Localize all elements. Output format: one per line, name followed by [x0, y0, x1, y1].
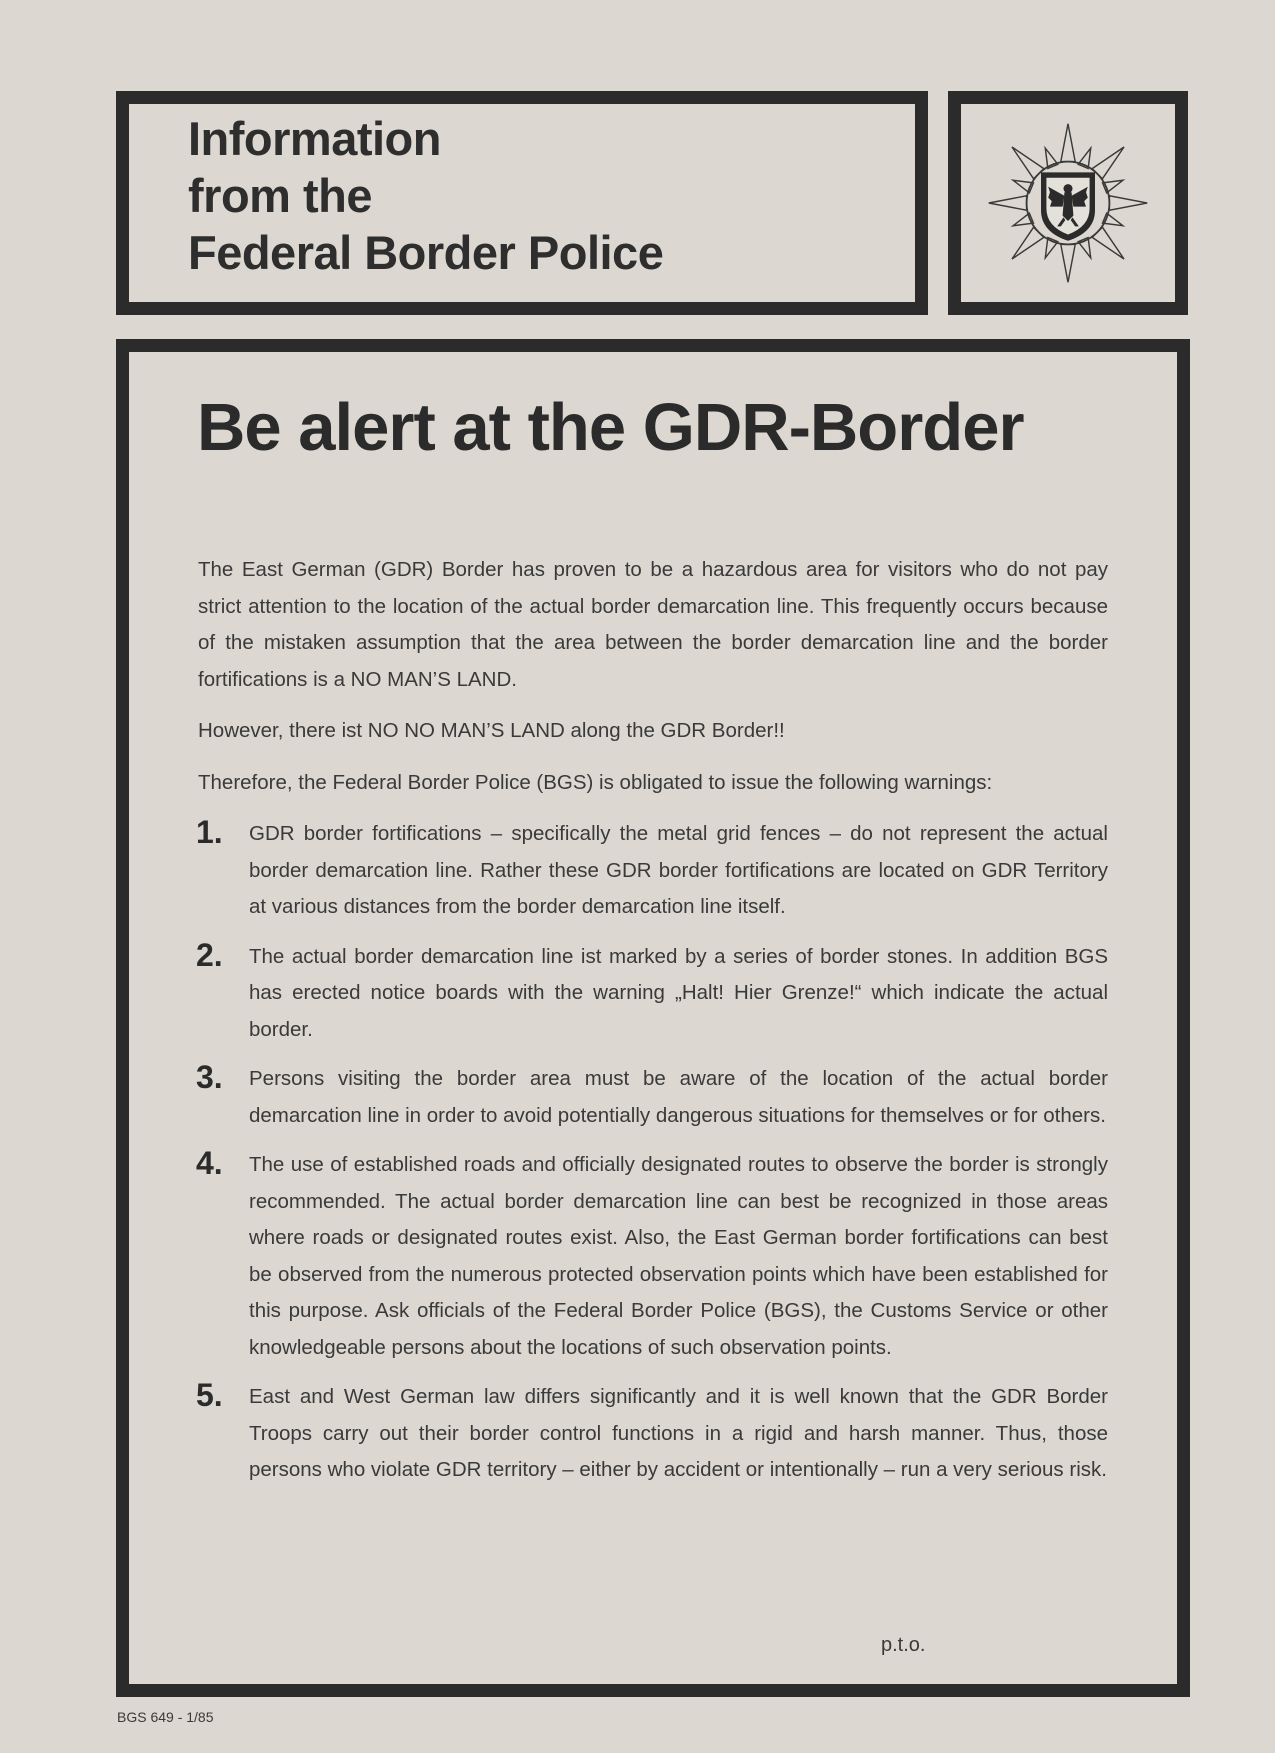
warning-item	[198, 816, 1108, 926]
warning-number: 1.	[196, 814, 223, 850]
header-title-line-2: from the	[188, 169, 372, 222]
header-title-line-1: Information	[188, 112, 441, 165]
warning-item	[198, 1147, 1108, 1366]
warning-text: East and West German law differs significantly and it is well known that the GDR Border Troops carry out their border control functions in a rigid and harsh manner. Thus, those persons who violate GDR territory – either by accident or intentionally – run a very serious risk.	[249, 1385, 1108, 1481]
emblem-box	[948, 91, 1188, 315]
warning-text: The actual border demarcation line ist marked by a series of border stones. In addition BGS has erected notice boards with the warning „Halt! Hier Grenze!“ which indicate the actual border.	[249, 944, 1108, 1041]
notice-body	[198, 552, 1108, 1502]
warning-number: 2.	[196, 936, 223, 973]
warning-number: 5.	[196, 1377, 223, 1413]
no-mans-land-statement: However, there ist NO NO MAN’S LAND along the GDR Border!!	[198, 719, 785, 742]
warning-text: Persons visiting the border area must be aware of the location of the actual border demarcation line in order to avoid potentially dangerous situations for themselves or for others.	[249, 1067, 1108, 1127]
intro-paragraph: The East German (GDR) Border has proven to be a hazardous area for visitors who do not pay strict attention to the location of the actual border demarcation line. This frequently occurs because of the mistaken assumption that the area between the border demarcation line and the border fortifications is a NO MAN’S LAND.	[198, 558, 1108, 691]
warning-item	[196, 936, 1108, 1049]
header-title-line-3: Federal Border Police	[188, 226, 664, 279]
header-title-box	[116, 91, 928, 315]
form-code: BGS 649 - 1/85	[117, 1709, 214, 1725]
warning-item	[198, 1061, 1108, 1134]
federal-eagle-star-badge-icon	[973, 113, 1163, 293]
notice-box	[116, 339, 1190, 1697]
page-turn-note: p.t.o.	[881, 1634, 926, 1656]
warning-text: The use of established roads and officially designated routes to observe the border is strongly recommended. The actual border demarcation line can best be recognized in those areas where roads or designated routes exist. Also, the East German border fortifications can best be observed from the numerous protected observation points which have been established for this purpose. Ask officials of the Federal Border Police (BGS), the Customs Service or other knowledgeable persons about the locations of such observation points.	[249, 1153, 1108, 1359]
warning-number: 3.	[196, 1059, 223, 1095]
warning-number: 4.	[196, 1145, 223, 1181]
warning-text: GDR border fortifications – specifically the metal grid fences – do not represent the actual border demarcation line. Rather these GDR border fortifications are located on GDR Territory at various distances from the border demarcation line itself.	[249, 822, 1108, 918]
warnings-intro: Therefore, the Federal Border Police (BGS) is obligated to issue the following warnings:	[198, 770, 993, 794]
notice-title: Be alert at the GDR-Border	[197, 390, 1024, 465]
warning-item	[198, 1379, 1108, 1489]
